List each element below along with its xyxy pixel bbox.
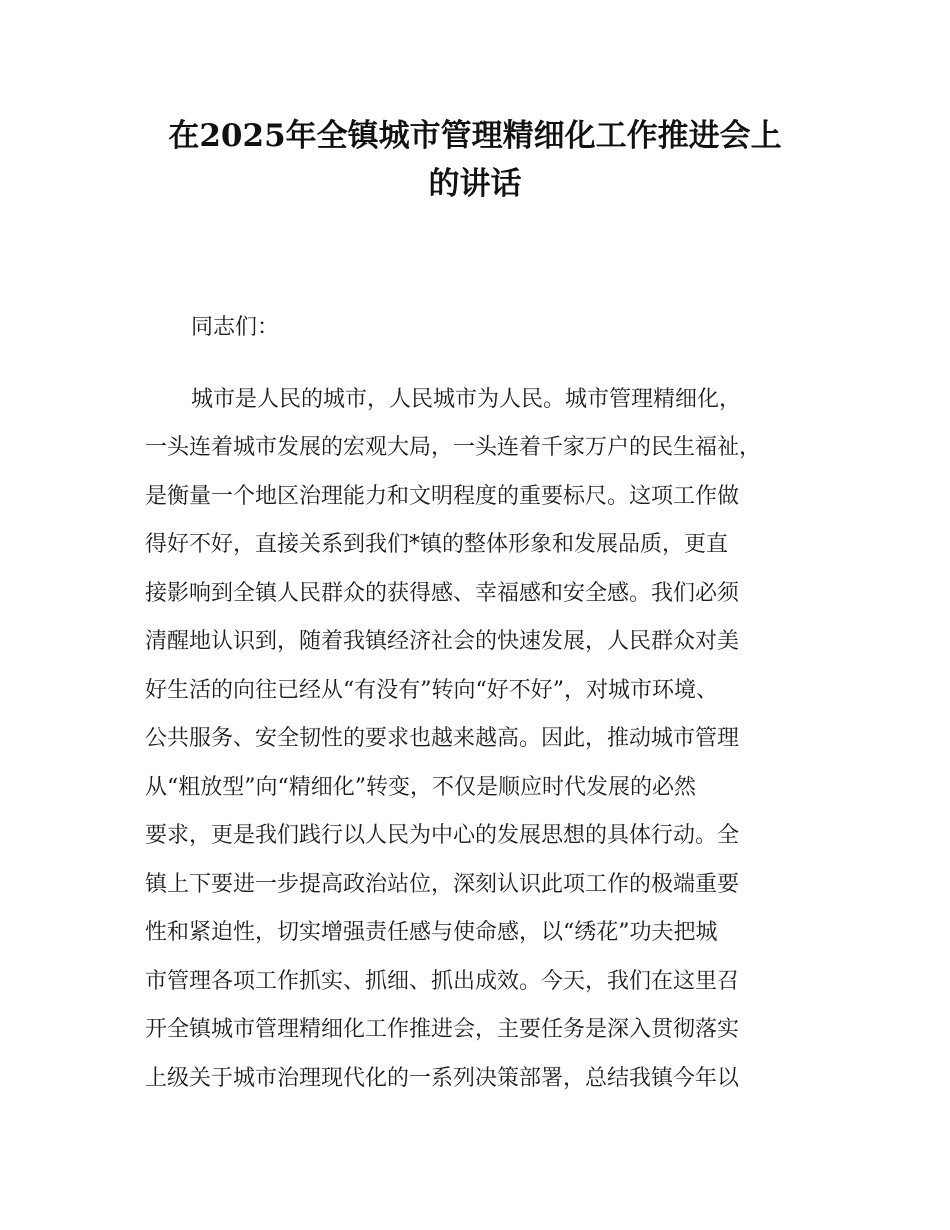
document-title: [95, 112, 855, 208]
paragraph-line: 市管理各项工作抓实、抓细、抓出成效。今天，我们在这里召: [145, 968, 740, 994]
salutation: 同志们：: [191, 315, 280, 340]
paragraph-line: 得好不好，直接关系到我们*镇的整体形象和发展品质，更直: [145, 532, 729, 557]
paragraph-line: 接影响到全镇人民群众的获得感、幸福感和安全感。我们必须: [145, 580, 740, 606]
paragraph-line: 好生活的向往已经从“有没有”转向“好不好”，对城市环境、: [145, 677, 718, 703]
paragraph-line: 性和紧迫性，切实增强责任感与使命感，以“绣花”功夫把城: [145, 920, 718, 945]
paragraph-line: 城市是人民的城市，人民城市为人民。城市管理精细化，: [191, 386, 742, 412]
paragraph-line: 镇上下要进一步提高政治站位，深刻认识此项工作的极端重要: [145, 871, 740, 897]
paragraph-line: 清醒地认识到，随着我镇经济社会的快速发展，人民群众对美: [145, 629, 740, 654]
title-line-1: 在2025年全镇城市管理精细化工作推进会上: [168, 118, 782, 154]
paragraph-line: 开全镇城市管理精细化工作推进会，主要任务是深入贯彻落实: [145, 1017, 740, 1042]
paragraph-line: 要求，更是我们践行以人民为中心的发展思想的具体行动。全: [145, 823, 740, 848]
paragraph-line: 是衡量一个地区治理能力和文明程度的重要标尺。这项工作做: [145, 483, 740, 509]
paragraph-line: 公共服务、安全韧性的要求也越来越高。因此，推动城市管理: [145, 726, 740, 751]
paragraph-line: 上级关于城市治理现代化的一系列决策部署，总结我镇今年以: [145, 1065, 740, 1091]
body-paragraph: [145, 376, 835, 1104]
title-line-2: 的讲话: [428, 166, 522, 202]
document-body: [145, 304, 835, 1103]
paragraph-line: 从“粗放型”向“精细化”转变，不仅是顺应时代发展的必然: [145, 774, 696, 800]
paragraph-line: 一头连着城市发展的宏观大局，一头连着千家万户的民生福祉，: [145, 435, 762, 460]
